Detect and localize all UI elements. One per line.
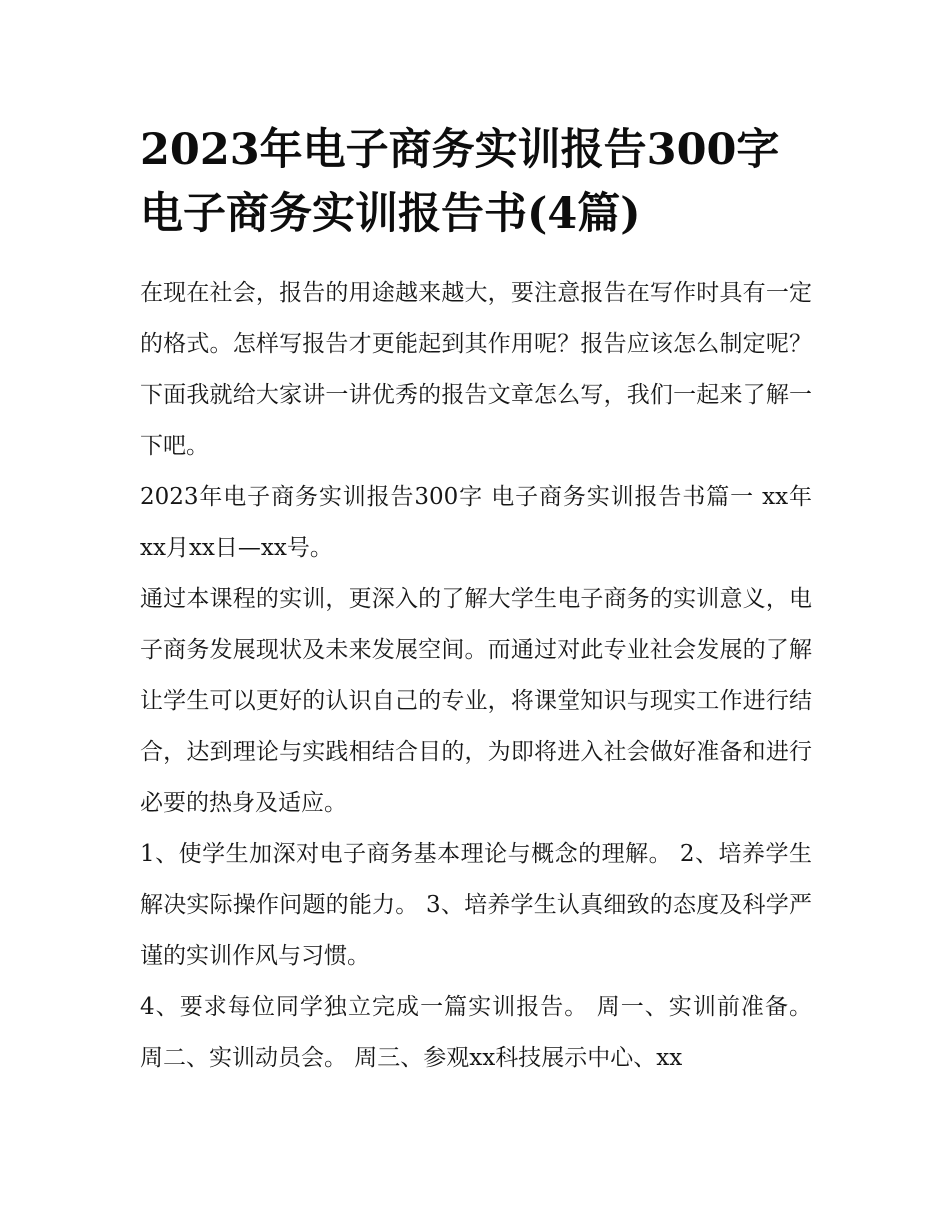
intro-paragraph: 在现在社会，报告的用途越来越大，要注意报告在写作时具有一定的格式。怎样写报告才更能起到其作用呢？报告应该怎么制定呢？下面我就给大家讲一讲优秀的报告文章怎么写，我们一起来了解一下吧。 (140, 280, 812, 459)
date-paragraph: 2023年电子商务实训报告300字 电子商务实训报告书篇一 xx年xx月xx日—xx号。 (140, 484, 812, 561)
objectives-paragraph: 1、使学生加深对电子商务基本理论与概念的理解。 2、培养学生解决实际操作问题的能力。 3、培养学生认真细致的态度及科学严谨的实训作风与习惯。 (140, 841, 812, 969)
schedule-paragraph: 4、要求每位同学独立完成一篇实训报告。 周一、实训前准备。 周二、实训动员会。 周三、参观xx科技展示中心、xx (140, 994, 812, 1071)
purpose-paragraph: 通过本课程的实训，更深入的了解大学生电子商务的实训意义，电子商务发展现状及未来发展空间。而通过对此专业社会发展的了解让学生可以更好的认识自己的专业，将课堂知识与现实工作进行结合，达到理论与实践相结合目的，为即将进入社会做好准备和进行必要的热身及适应。 (140, 586, 812, 816)
document-title: 2023年电子商务实训报告300字 电子商务实训报告书(4篇) (140, 125, 780, 239)
document-body (140, 118, 812, 1084)
